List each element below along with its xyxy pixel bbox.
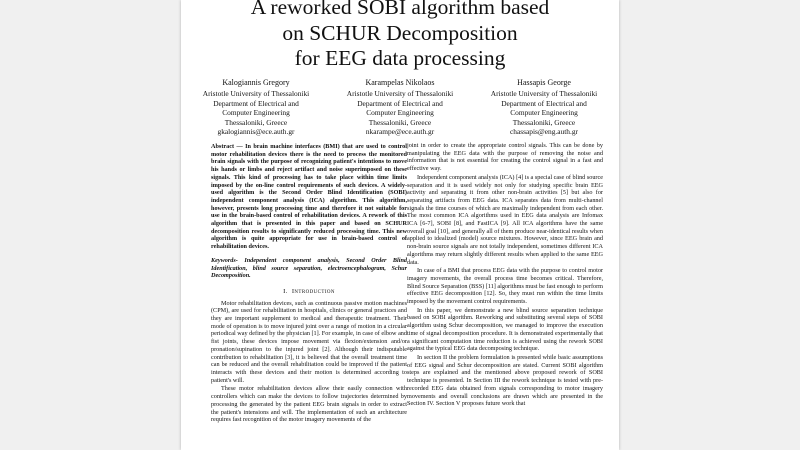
author-block-3 xyxy=(469,77,619,137)
author-name: Hassapis George xyxy=(517,78,571,87)
paper-title-line-1: A reworked SOBI algorithm based xyxy=(250,0,550,19)
body-paragraph: In this paper, we demonstrate a new blind source separation technique based on SOBI algorithm. Reworking and substituting several steps of SOBI algorithm using Schur decomposition, we managed to improve the execution time of signal decomposition procedure. It is demonstrated experimentally that a significant computation time reduction is achieved using the rework SOBI against the typical EEG data decomposing technique. xyxy=(407,306,603,353)
abstract: Abstract — In brain machine interfaces (BMI) that are used to control motor rehabilitation devices there is the need to process the monitored brain signals with the purpose of recognizing patient's intentions to move his hands or limbs and reject artifact and noise superimposed on these signals. This kind of processing has to take place within time limits imposed by the on-line control requirements of such devices. A widely-used algorithm is the Second Order Blind Identification (SOBI) independent component analysis (ICA) algorithm. This algorithm, however, presents long processing time and therefore it not suitable for use in the brain-based control of rehabilitation devices. A rework of this algorithm that is presented in this paper and based on SCHUR decomposition results to significantly reduced processing time. This new algorithm is quite appropriate for use in brain-based control of rehabilitation devices. xyxy=(211,143,407,251)
left-column xyxy=(211,143,407,425)
section-title: Introduction xyxy=(291,287,335,295)
body-paragraph: Independent component analysis (ICA) [4] is a special case of blind source separation and it is used widely not only for studying specific brain EEG activity and separating it from other non-brain activities [5] but also for separating artifacts from EEG data. ICA separates data from multi-channel signals the time courses of which are maximally independent from each other. The most common ICA algorithms used in EEG data analysis are Infomax ICA [6-7], SOBI [8], and FastICA [9]. All ICA algorithms have the same overall goal [10], and generally all of them produce near-identical results when applied to idealized (model) source mixtures. However, since EEG brain and non-brain source signals are not totally independent, sometimes different ICA algorithms may return slightly different results when applied to the same EEG data. xyxy=(407,173,603,266)
author-block-1 xyxy=(181,77,331,137)
right-column xyxy=(407,142,603,409)
author-city: Thessaloniki, Greece xyxy=(512,117,576,127)
author-department-2: Computer Engineering xyxy=(510,108,578,117)
body-paragraph: In section II the problem formulation is presented while basic assumptions of EEG signal and Schur decomposition are stated. Current SOBI algorithm steps are explained and the mentioned above proposed rework of SOBI technique is presented. In Section III the rework technique is tested with pre-recorded EEG data obtained from signals corresponding to motor imagery movements and overall conclusions are drawn which are presented in the Section IV. Section V proposes future work that xyxy=(407,353,603,408)
author-email: chassapis@eng.auth.gr xyxy=(510,127,578,136)
author-affiliation: Aristotle University of Thessaloniki xyxy=(202,89,310,98)
intro-paragraph: Motor rehabilitation devices, such as continuous passive motion machines (CPM), are used for rehabilitation in hospitals, clinics or general practices and they are important supplement to medical and therapeutic treatment. Their mode of operation is to move injured joint over a range of motion in a circular periodical way defined by the physician [1]. For example, in case of elbow and fist joints, these devices impose movement via flexion/extension and/or pronation/supination to the injured joint [2]. Although their indisputable contribution to rehabilitation [3], it is believed that the overall treatment time can be reduced and the overall rehabilitation could be improved if the patient interacts with these devices and their motion is determined according to patient's will. xyxy=(211,299,407,384)
body-paragraph: joint in order to create the appropriate control signals. This can be done by manipulating the EEG data with the purpose of removing the noise and information that is not essential for creating the control signal in a fast and effective way. xyxy=(407,142,603,173)
author-department: Department of Electrical and xyxy=(501,98,587,108)
author-city: Thessaloniki, Greece xyxy=(368,117,432,127)
intro-paragraph: These motor rehabilitation devices allow their easily connection with controllers which can make the devices to follow trajectories determined by processing the generated by the patient EEG brain signals in order to extract the patient's intensions and will. The implementation of such an architecture requires fast recognition of the motor imagery movements of the xyxy=(211,385,407,424)
section-number: I. xyxy=(283,287,288,295)
author-department-2: Computer Engineering xyxy=(222,108,290,117)
paper-title-line-3: for EEG data processing xyxy=(294,46,506,70)
author-affiliation: Aristotle University of Thessaloniki xyxy=(490,89,598,98)
author-name: Kalogiannis Gregory xyxy=(222,78,290,87)
author-department: Department of Electrical and xyxy=(357,98,443,108)
keywords: Keywords- Independent component analysis, Second Order Blind Identification, blind source separation, electroencephalogram, Schur Decomposition. xyxy=(211,256,407,280)
paper-page xyxy=(181,0,619,450)
author-block-2 xyxy=(325,77,475,137)
author-department: Department of Electrical and xyxy=(213,98,299,108)
author-name: Karampelas Nikolaos xyxy=(365,78,435,87)
author-affiliation: Aristotle University of Thessaloniki xyxy=(346,89,454,98)
author-city: Thessaloniki, Greece xyxy=(224,117,288,127)
author-email: nkarampe@ece.auth.gr xyxy=(365,127,435,136)
section-heading-introduction xyxy=(211,288,407,296)
author-email: gkalogiannis@ece.auth.gr xyxy=(217,127,295,136)
paper-title-line-2: on SCHUR Decomposition xyxy=(282,21,518,45)
body-paragraph: In case of a BMI that process EEG data with the purpose to control motor imagery movements, the overall process time becomes critical. Therefore, Blind Source Separation (BSS) [11] algorithms must be fast enough to perform effective EEG decomposition [12]. So, they must run within the time limits imposed by the movement control requirements. xyxy=(407,267,603,306)
author-department-2: Computer Engineering xyxy=(366,108,434,117)
